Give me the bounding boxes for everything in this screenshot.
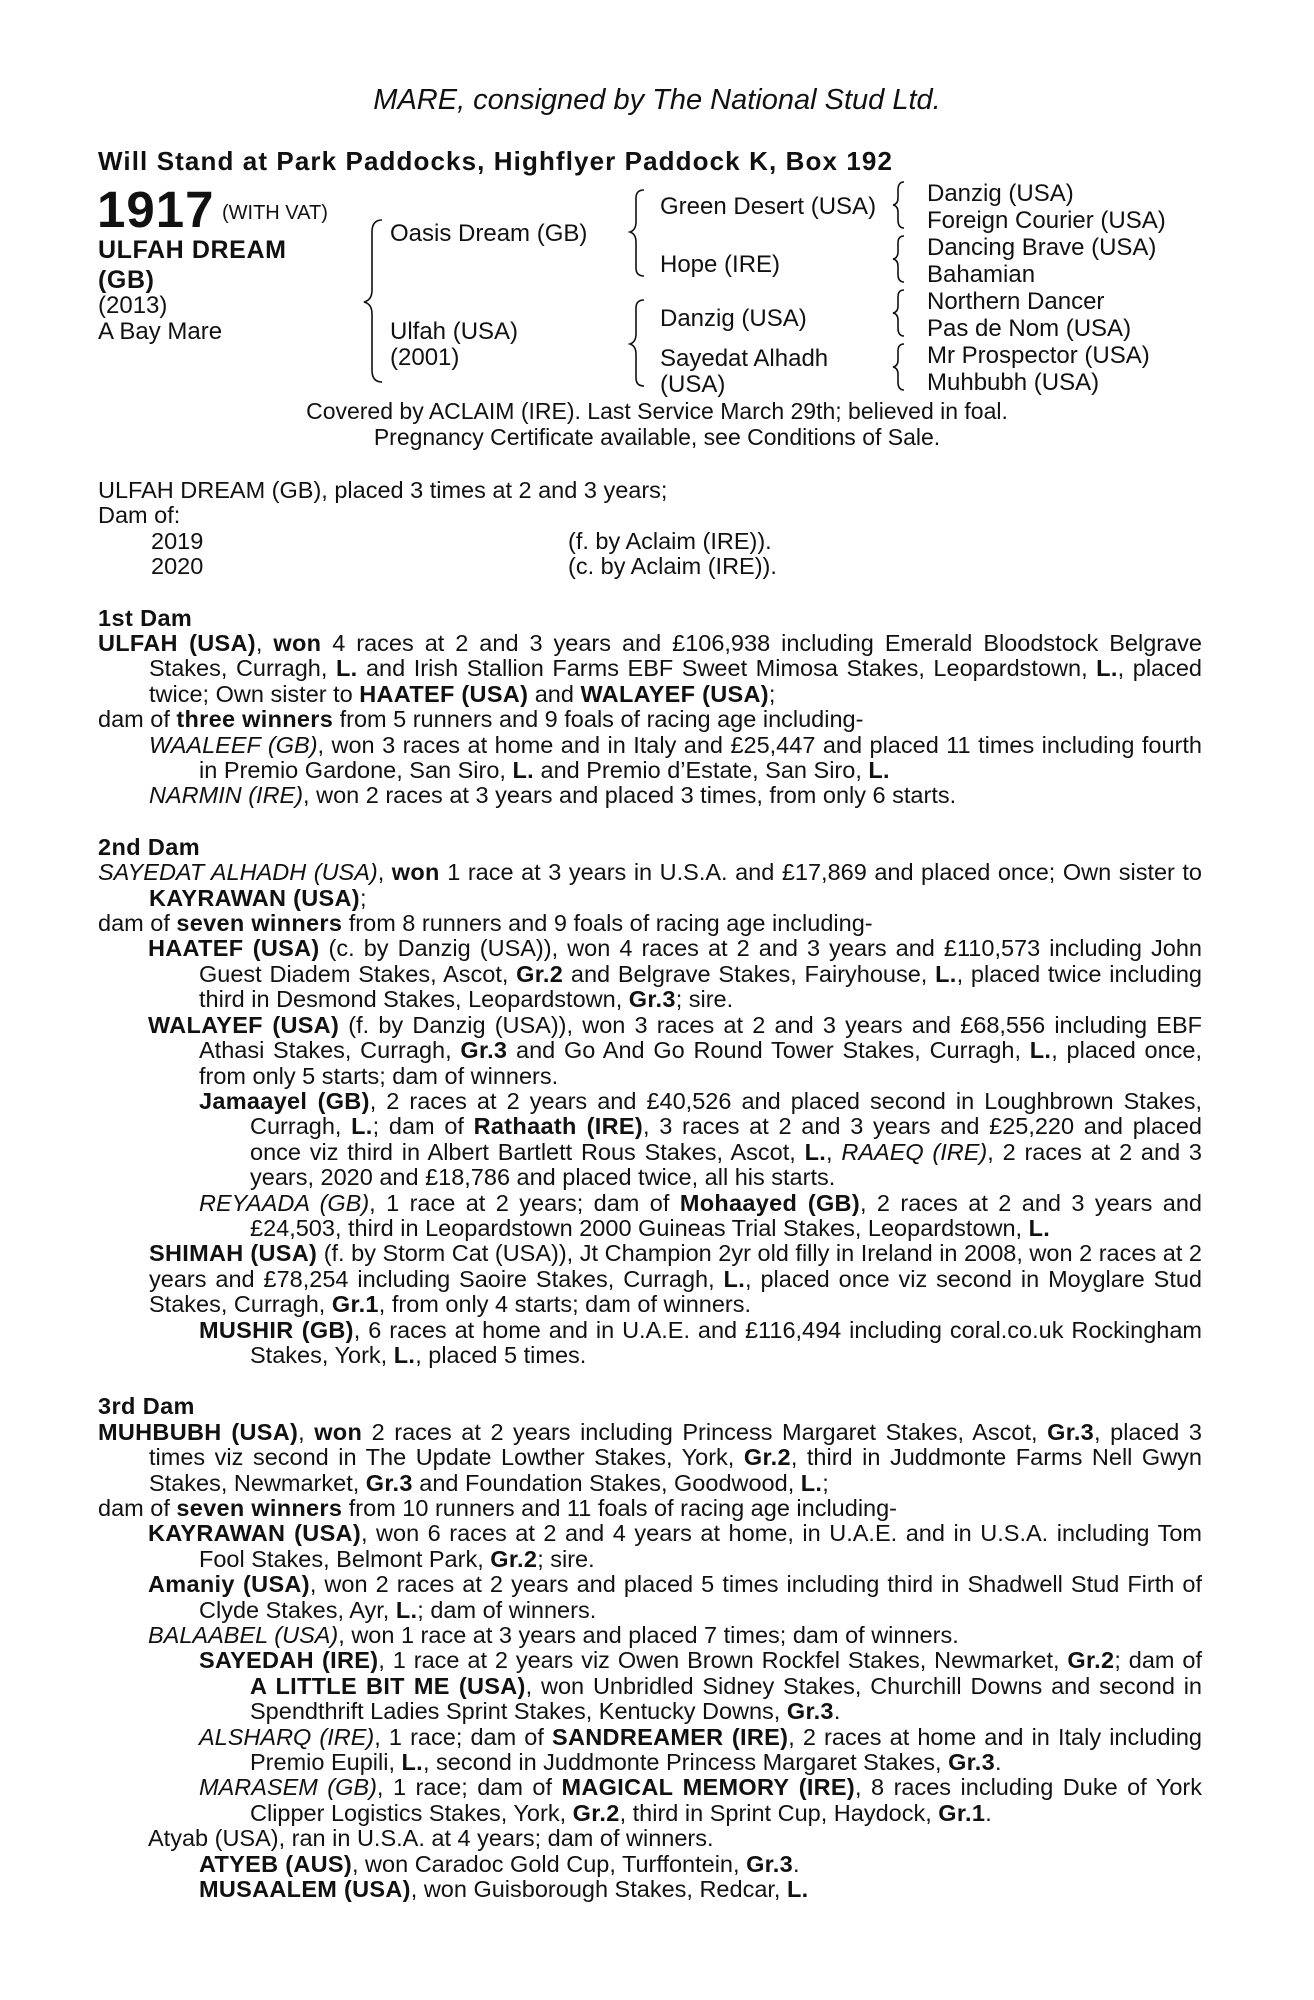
- listed-mark: L.: [401, 1749, 423, 1776]
- second-dam-record: [98, 860, 1202, 911]
- record-text: , won Caradoc Gold Cup, Turffontein,: [352, 1850, 747, 1877]
- record-text: , 8 races including Duke of York Clipper Logistics Stakes, York,: [250, 1774, 1202, 1826]
- third-dam-title: 3rd Dam: [98, 1393, 195, 1420]
- record-text: , third in Sprint Cup, Haydock,: [619, 1799, 939, 1826]
- group-mark: Gr.2: [1067, 1647, 1115, 1674]
- winners-count: seven winners: [176, 910, 343, 937]
- record-text: , second in Juddmonte Princess Margaret Stakes,: [422, 1749, 949, 1776]
- produce-name: ATYEB (AUS): [199, 1850, 352, 1877]
- produce-entry: [98, 1241, 1202, 1317]
- produce-name: Rathaath (IRE): [473, 1113, 643, 1140]
- consignor-heading: MARE, consigned by The National Stud Ltd.: [373, 84, 941, 116]
- produce-name: MUSAALEM (USA): [199, 1876, 411, 1903]
- record-text: , won 6 races at 2 and 4 years at home, in U.A.E. and in U.S.A. including Tom Fool Stakes, Belmont Park,: [199, 1520, 1203, 1572]
- group-mark: Gr.1: [331, 1291, 379, 1318]
- first-dam-title: 1st Dam: [98, 604, 193, 631]
- group-mark: Gr.3: [1047, 1418, 1095, 1445]
- pedigree-dam-dam-country: (USA): [660, 371, 726, 398]
- record-text: 1 race at 3 years in U.S.A. and £17,869 and placed once; Own sister to: [439, 859, 1203, 886]
- produce-year: 2019: [151, 527, 204, 554]
- produce-desc: (c. by Aclaim (IRE)).: [568, 553, 777, 580]
- group-mark: Gr.3: [746, 1850, 793, 1877]
- record-text: .: [833, 1698, 841, 1725]
- produce-name: REYAADA (GB): [199, 1189, 370, 1216]
- record-text: , 2 races at home and in Italy including Premio Eupili,: [250, 1723, 1202, 1776]
- vat-note: (WITH VAT): [222, 202, 328, 224]
- produce-name: HAATEF (USA): [148, 935, 320, 962]
- pedigree-g3-1: Danzig (USA): [927, 180, 1074, 207]
- dam-name: MUHBUBH (USA): [98, 1418, 299, 1445]
- produce-entry: [98, 1648, 1202, 1724]
- record-text: , 1 race; dam of: [374, 1723, 553, 1750]
- group-mark: Gr.3: [948, 1749, 996, 1776]
- produce-entry: [98, 1623, 1202, 1648]
- record-text: , placed once viz second in Moyglare Stud Stakes, Curragh,: [149, 1265, 1202, 1318]
- group-mark: Gr.1: [938, 1799, 986, 1826]
- sibling-name: WALAYEF (USA): [580, 680, 769, 707]
- record-text: , from only 4 starts; dam of winners.: [378, 1291, 752, 1318]
- record-text: , 2 races at 2 and 3 years, 2020 and £18,786 and placed twice, all his starts.: [250, 1138, 1202, 1191]
- produce-summary: ULFAH DREAM (GB), placed 3 times at 2 and 3 years;: [98, 477, 668, 503]
- record-text: , placed twice; Own sister to: [149, 655, 1203, 707]
- sibling-name: HAATEF (USA): [359, 680, 529, 707]
- first-dam-produce-summary: [98, 707, 1202, 732]
- produce-name: Amaniy (USA): [148, 1571, 310, 1598]
- produce-name: RAAEQ (IRE): [841, 1138, 988, 1165]
- second-dam-produce-summary: [98, 911, 1202, 936]
- produce-name: ALSHARQ (IRE): [199, 1723, 375, 1750]
- record-text: , placed once, from only 5 starts; dam of winners.: [199, 1037, 1203, 1089]
- produce-name: KAYRAWAN (USA): [148, 1520, 361, 1547]
- covered-note: Covered by ACLAIM (IRE). Last Service March 29th; believed in foal.: [306, 398, 1008, 424]
- produce-entry: [98, 1572, 1202, 1623]
- produce-name: MARASEM (GB): [199, 1774, 377, 1801]
- listed-mark: L.: [723, 1265, 746, 1292]
- sire-line-bracket: [630, 190, 644, 276]
- g3-bracket-2: [893, 236, 904, 282]
- record-text: and Premio d’Estate, San Siro,: [533, 757, 869, 784]
- listed-mark: L.: [1096, 655, 1118, 682]
- produce-name: SANDREAMER (IRE): [552, 1723, 789, 1750]
- produce-year: 2020: [151, 553, 204, 580]
- record-text: , won Unbridled Sidney Stakes, Churchill Downs and second in Spendthrift Ladies Sprint Stakes, Kentucky Downs,: [250, 1672, 1202, 1725]
- record-text: , 3 races at 2 and 3 years and £25,220 and placed once viz third in Albert Bartlett Rous Stakes, Ascot,: [250, 1113, 1202, 1165]
- record-text: , placed twice including third in Desmond Stakes, Leopardstown,: [199, 960, 1203, 1013]
- second-dam-title: 2nd Dam: [98, 833, 201, 860]
- produce-entry: [98, 1013, 1202, 1089]
- produce-name: SHIMAH (USA): [149, 1240, 318, 1267]
- group-mark: Gr.3: [786, 1698, 834, 1725]
- record-text: ; dam of: [372, 1113, 474, 1140]
- produce-entry: [98, 1521, 1202, 1572]
- pedigree-dam-sire: Danzig (USA): [660, 305, 807, 332]
- produce-name: NARMIN (IRE): [149, 782, 304, 809]
- produce-entry: [98, 1877, 1202, 1902]
- listed-mark: L.: [935, 960, 957, 987]
- record-text: from 8 runners and 9 foals of racing age including-: [342, 910, 873, 937]
- first-dam-record: ULFAH (USA), won 4 races at 2 and 3 years and £106,938 including Emerald Bloodstock Belgrave Stakes, Curragh, L. and Irish Stallion Farms EBF Sweet Mimosa Stakes, Leopardstown, L., placed twice; Own sister to HAATEF (USA) and WALAYEF (USA);: [98, 630, 1203, 707]
- record-text: , third in Juddmonte Farms Nell Gwyn Stakes, Newmarket,: [149, 1444, 1202, 1496]
- record-text: from 10 runners and 11 foals of racing age including-: [342, 1495, 898, 1521]
- record-text: ; dam of: [1114, 1647, 1202, 1674]
- produce-name: A LITTLE BIT ME (USA): [250, 1672, 526, 1699]
- dam-line-bracket: [630, 300, 644, 386]
- record-text: .: [985, 1799, 992, 1826]
- produce-name: MUSHIR (GB): [199, 1316, 354, 1343]
- pedigree-dam: Ulfah (USA): [390, 318, 519, 345]
- listed-mark: L.: [395, 1596, 418, 1623]
- record-text: , 1 race at 2 years viz Owen Brown Rockfel Stakes, Newmarket,: [378, 1647, 1068, 1674]
- record-text: , 1 race; dam of: [376, 1774, 562, 1801]
- record-text: , won 2 races at 3 years and placed 3 times, from only 6 starts.: [303, 782, 957, 809]
- group-mark: Gr.2: [743, 1444, 791, 1471]
- g3-bracket-1: [893, 182, 904, 228]
- produce-name: MAGICAL MEMORY (IRE): [561, 1774, 856, 1801]
- produce-entry: [98, 783, 1202, 808]
- listed-mark: L.: [804, 1138, 827, 1165]
- produce-entry: [98, 733, 1202, 784]
- pedigree-dam-dam: Sayedat Alhadh: [660, 345, 829, 372]
- pedigree-sire-sire: Green Desert (USA): [660, 193, 877, 220]
- won-label: won: [391, 859, 440, 886]
- record-text: 2 races at 2 years including Princess Margaret Stakes, Ascot,: [362, 1418, 1048, 1445]
- listed-mark: L.: [786, 1876, 809, 1903]
- produce-entry: [98, 1318, 1202, 1369]
- g3-bracket-4: [893, 344, 904, 390]
- record-text: (f. by Storm Cat (USA)), Jt Champion 2yr old filly in Ireland in 2008, won 2 races at 2 years and £78,254 including Saoire Stakes, Curragh,: [149, 1240, 1202, 1292]
- pedigree-g3-8: Muhbubh (USA): [927, 369, 1100, 396]
- record-text: dam of: [98, 1495, 177, 1521]
- pedigree-sire: Oasis Dream (GB): [390, 220, 588, 247]
- record-text: , 2 races at 2 years and £40,526 and placed second in Loughbrown Stakes, Curragh,: [250, 1087, 1202, 1140]
- record-text: , placed 5 times.: [415, 1341, 587, 1368]
- listed-mark: L.: [335, 655, 358, 682]
- pedigree-sire-dam: Hope (IRE): [660, 251, 781, 278]
- record-text: and Foundation Stakes, Goodwood,: [412, 1469, 801, 1496]
- listed-mark: L.: [393, 1341, 416, 1368]
- pedigree-g3-2: Foreign Courier (USA): [927, 207, 1166, 234]
- listed-mark: L.: [512, 757, 534, 784]
- produce-name: Mohaayed (GB): [679, 1189, 860, 1216]
- catalogue-body: [98, 478, 1202, 1903]
- record-text: ; sire.: [537, 1545, 595, 1572]
- winners-count: seven winners: [176, 1495, 343, 1521]
- produce-name: BALAABEL (USA): [148, 1622, 339, 1649]
- pedigree-dam-year: (2001): [390, 344, 460, 371]
- listed-mark: L.: [1028, 1214, 1051, 1241]
- produce-name: SAYEDAH (IRE): [199, 1647, 379, 1674]
- produce-entry: [98, 1826, 1202, 1851]
- group-mark: Gr.2: [490, 1545, 538, 1572]
- record-text: , won 1 race at 3 years and placed 7 times; dam of winners.: [338, 1622, 959, 1649]
- horse-year: (2013): [98, 292, 168, 319]
- record-text: and Go And Go Round Tower Stakes, Curragh,: [507, 1037, 1030, 1064]
- record-text: ,: [377, 859, 392, 886]
- won-label: won: [273, 630, 322, 656]
- produce-row: [98, 529, 1202, 554]
- produce-name: Jamaayel (GB): [199, 1087, 370, 1114]
- record-text: (f. by Danzig (USA)), won 3 races at 2 and 3 years and £68,556 including EBF Athasi Stakes, Curragh,: [199, 1011, 1202, 1064]
- third-dam-produce-summary: [98, 1496, 1202, 1521]
- lot-number: 1917: [97, 181, 215, 238]
- pedigree-g3-3: Dancing Brave (USA): [927, 234, 1157, 261]
- record-text: Atyab (USA), ran in U.S.A. at 4 years; dam of winners.: [148, 1825, 714, 1852]
- dam-of-label: Dam of:: [98, 502, 181, 529]
- produce-desc: (f. by Aclaim (IRE)).: [568, 527, 772, 554]
- pregnancy-note: Pregnancy Certificate available, see Conditions of Sale.: [373, 424, 941, 450]
- record-text: ;: [822, 1469, 829, 1496]
- produce-entry: [98, 1725, 1202, 1776]
- record-text: ; sire.: [675, 986, 734, 1013]
- pedigree-g3-5: Northern Dancer: [927, 288, 1105, 315]
- listed-mark: L.: [351, 1113, 373, 1140]
- dam-name: ULFAH (USA): [98, 630, 256, 656]
- record-text: and Irish Stallion Farms EBF Sweet Mimosa Stakes, Leopardstown,: [357, 655, 1097, 682]
- record-text: , won 2 races at 2 years and placed 5 times including third in Shadwell Stud Firth of Clyde Stakes, Ayr,: [199, 1571, 1202, 1623]
- produce-entry: [98, 1191, 1202, 1242]
- record-text: ; dam of winners.: [417, 1596, 597, 1623]
- record-text: .: [793, 1850, 800, 1877]
- horse-name: ULFAH DREAM: [98, 236, 287, 264]
- horse-country: (GB): [98, 266, 155, 294]
- record-text: 4 races at 2 and 3 years and £106,938 including Emerald Bloodstock Belgrave Stakes, Curragh,: [149, 630, 1202, 682]
- record-text: , 6 races at home and in U.A.E. and £116,494 including coral.co.uk Rockingham Stakes, York,: [250, 1316, 1202, 1368]
- record-text: , 2 races at 2 and 3 years and £24,503, third in Leopardstown 2000 Guineas Trial Stakes, Leopardstown,: [250, 1189, 1202, 1241]
- dam-name: SAYEDAT ALHADH (USA): [98, 859, 378, 886]
- record-text: , won Guisborough Stakes, Redcar,: [410, 1876, 787, 1903]
- listed-mark: L.: [868, 757, 890, 784]
- sire-dam-bracket: [364, 220, 382, 382]
- produce-name: WAALEEF (GB): [149, 731, 318, 758]
- stand-location: Will Stand at Park Paddocks, Highflyer Paddock K, Box 192: [98, 146, 894, 176]
- listed-mark: L.: [800, 1469, 823, 1496]
- won-label: won: [314, 1418, 363, 1445]
- group-mark: Gr.3: [365, 1469, 413, 1496]
- produce-entry: [98, 1775, 1202, 1826]
- produce-entry: [98, 1852, 1202, 1877]
- record-text: ;: [359, 884, 367, 911]
- record-text: ;: [768, 680, 776, 707]
- record-text: and: [528, 680, 581, 707]
- pedigree-g3-4: Bahamian: [927, 261, 1036, 288]
- group-mark: Gr.3: [460, 1037, 508, 1064]
- record-text: (c. by Danzig (USA)), won 4 races at 2 and 3 years and £110,573 including John Guest Diadem Stakes, Ascot,: [199, 935, 1203, 987]
- produce-entry: [98, 936, 1202, 1012]
- record-text: dam of: [98, 910, 177, 937]
- produce-entry: [98, 1089, 1202, 1191]
- record-text: and Belgrave Stakes, Fairyhouse,: [563, 960, 936, 987]
- record-text: , placed 3 times viz second in The Update Lowther Stakes, York,: [149, 1418, 1202, 1471]
- pedigree-g3-7: Mr Prospector (USA): [927, 342, 1150, 369]
- record-text: dam of: [98, 706, 177, 733]
- group-mark: Gr.3: [628, 986, 676, 1013]
- horse-description: A Bay Mare: [98, 318, 223, 345]
- record-text: .: [995, 1749, 1002, 1776]
- record-text: ,: [826, 1138, 842, 1165]
- g3-bracket-3: [893, 290, 904, 336]
- produce-name: WALAYEF (USA): [148, 1011, 340, 1038]
- sibling-name: KAYRAWAN (USA): [149, 884, 360, 911]
- record-text: , 1 race at 2 years; dam of: [369, 1189, 680, 1216]
- group-mark: Gr.2: [572, 1799, 620, 1826]
- group-mark: Gr.2: [516, 960, 564, 987]
- record-text: from 5 runners and 9 foals of racing age including-: [333, 706, 864, 733]
- listed-mark: L.: [1029, 1037, 1052, 1064]
- record-text: ,: [298, 1418, 315, 1445]
- third-dam-record: [98, 1420, 1202, 1496]
- pedigree-g3-6: Pas de Nom (USA): [927, 315, 1132, 342]
- record-text: , won 3 races at home and in Italy and £25,447 and placed 11 times including fourth in Premio Gardone, San Siro,: [199, 731, 1202, 784]
- produce-row: [98, 554, 1202, 579]
- winners-count: three winners: [176, 706, 334, 733]
